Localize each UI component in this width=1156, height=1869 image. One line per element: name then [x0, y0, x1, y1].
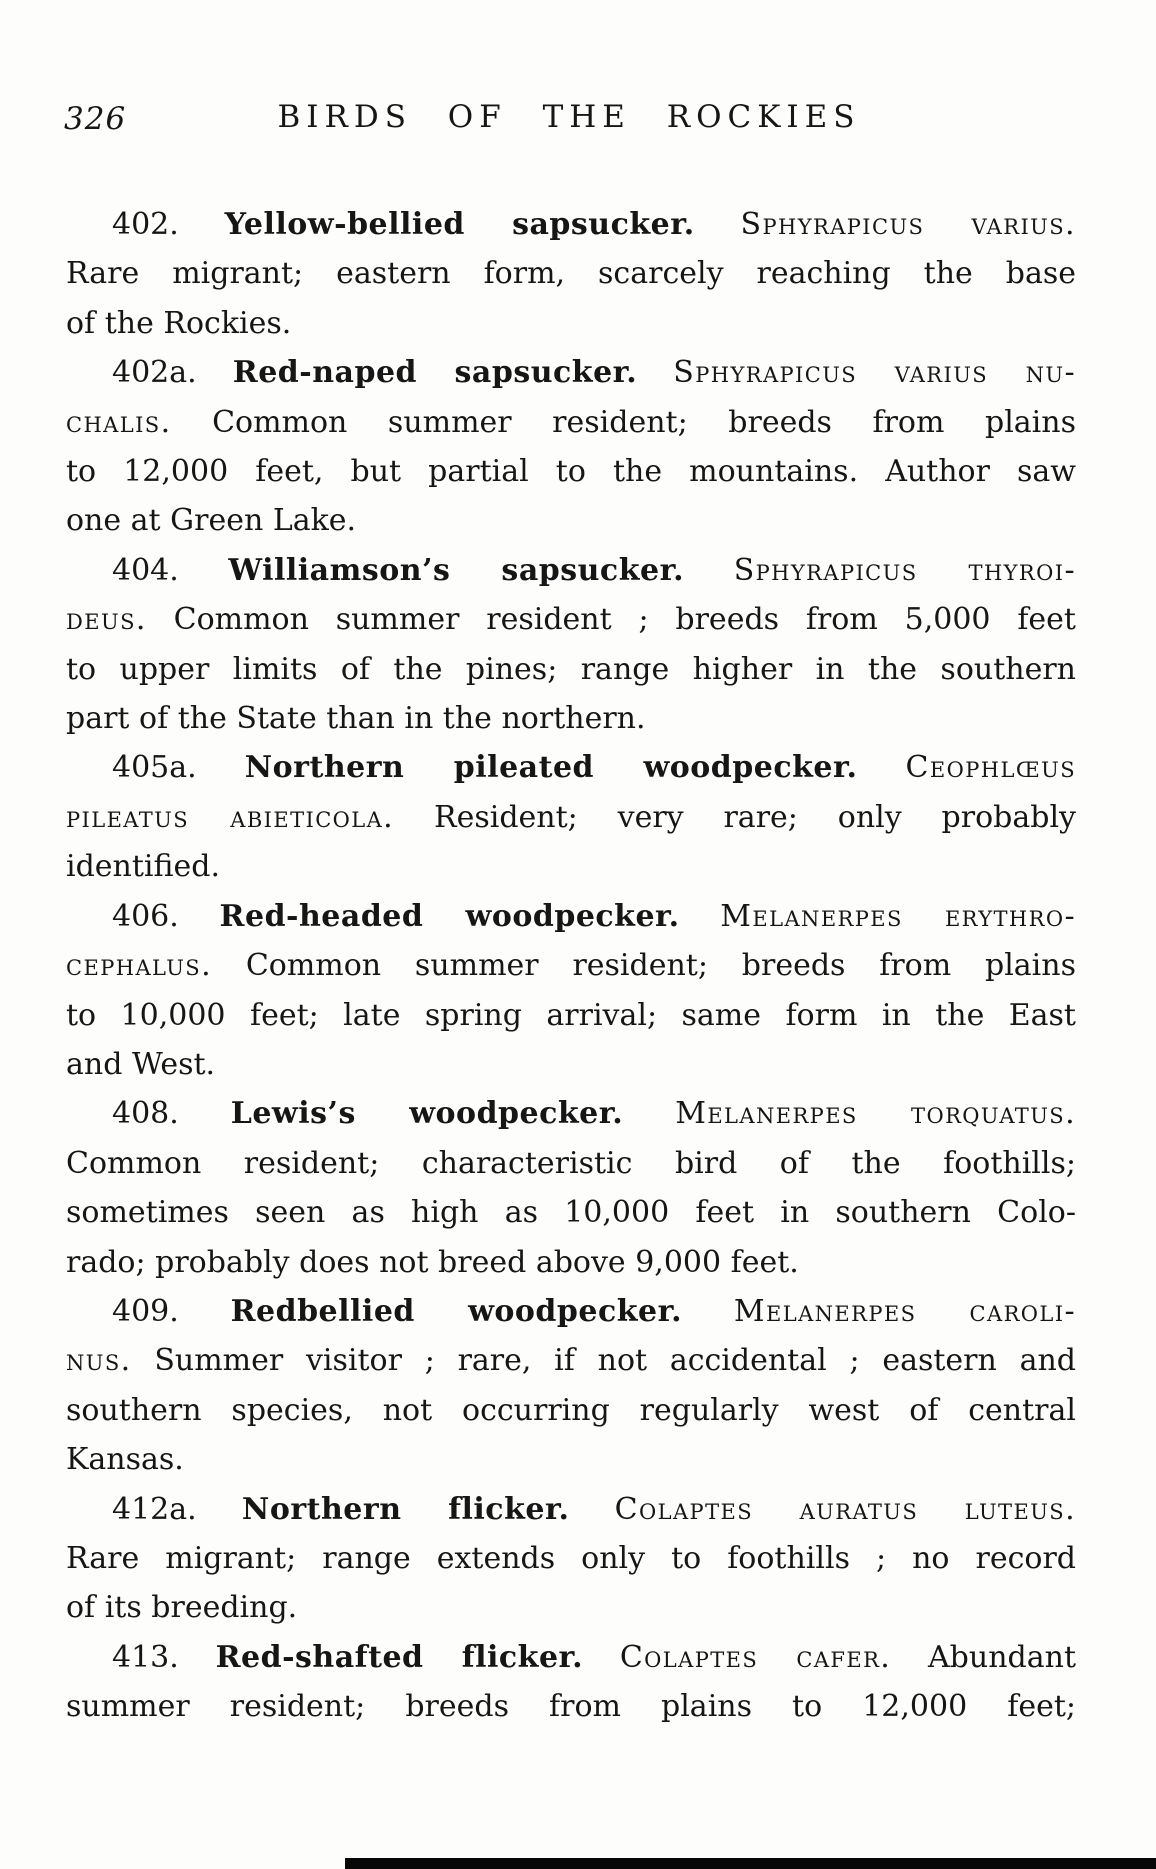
species-common-name: Yellow-bellied sapsucker. — [224, 207, 695, 242]
species-entry-404 — [66, 546, 1076, 744]
text-line — [66, 941, 1076, 990]
species-entry-413 — [66, 1633, 1076, 1732]
species-common-name: Red-naped sapsucker. — [232, 355, 638, 391]
species-common-name: Lewis’s woodpecker. — [230, 1096, 624, 1132]
body-text: sometimes seen as high as 10,000 feet in southern Colo- — [66, 1195, 1076, 1231]
text-line — [66, 447, 1076, 496]
text-line — [66, 1336, 1076, 1385]
text-line — [66, 1435, 1076, 1484]
species-scientific-name: Colaptes cafer. — [619, 1639, 892, 1675]
body-text: to 10,000 feet; late spring arrival; same form in the East — [66, 997, 1076, 1033]
page-number: 326 — [64, 101, 127, 137]
species-scientific-name: Melanerpes erythro- — [720, 898, 1076, 934]
species-entry-402 — [66, 200, 1076, 348]
body-text: rado; probably does not breed above 9,000 feet. — [66, 1244, 799, 1280]
body-text: of its breeding. — [66, 1590, 298, 1626]
body-text — [857, 750, 905, 785]
species-common-name: Red-shafted flicker. — [215, 1639, 584, 1675]
species-entry-406 — [66, 892, 1076, 1090]
text-line — [66, 1188, 1076, 1237]
text-line — [66, 1485, 1076, 1534]
body-text: 402a. — [112, 355, 233, 391]
body-text: Kansas. — [66, 1442, 184, 1478]
body-text: Summer visitor ; rare, if not accidental ; eastern and — [131, 1343, 1076, 1379]
species-common-name: Williamson’s sapsucker. — [228, 552, 685, 588]
body-text: Common summer resident; breeds from plains — [171, 404, 1076, 440]
body-text: summer resident; breeds from plains to 12,000 feet; — [66, 1689, 1076, 1725]
text-line — [66, 1583, 1076, 1632]
body-text: Abundant — [891, 1639, 1076, 1675]
body-text: to 12,000 feet, but partial to the mountains. Author saw — [66, 454, 1076, 490]
text-line — [66, 1534, 1076, 1583]
text-line — [66, 743, 1076, 792]
body-text — [680, 899, 721, 934]
body-text — [695, 207, 741, 242]
text-line — [66, 892, 1076, 941]
body-text: 412a. — [112, 1491, 242, 1527]
species-scientific-name: Sphyrapicus thyroi- — [733, 552, 1076, 588]
species-common-name: Northern flicker. — [241, 1491, 570, 1527]
species-scientific-name: cephalus. — [66, 948, 213, 984]
body-text: 406. — [112, 898, 220, 934]
species-entry-405a — [66, 743, 1076, 891]
body-text — [637, 355, 673, 390]
body-text: 409. — [112, 1293, 231, 1329]
species-scientific-name: deus. — [66, 602, 147, 638]
text-line — [66, 842, 1076, 891]
body-text: and West. — [66, 1046, 216, 1082]
body-text — [684, 553, 734, 588]
species-scientific-name: pileatus abieticola. — [66, 799, 395, 835]
body-text: to upper limits of the pines; range higher in the southern — [66, 651, 1076, 687]
text-line — [66, 1682, 1076, 1731]
body-text — [569, 1492, 614, 1527]
species-scientific-name: Sphyrapicus varius. — [740, 207, 1076, 242]
species-scientific-name: Melanerpes caroli- — [733, 1293, 1077, 1329]
species-common-name: Red-headed woodpecker. — [219, 898, 680, 934]
body-text — [682, 1294, 734, 1329]
species-entry-402a — [66, 348, 1076, 546]
page-header — [64, 99, 1074, 143]
text-line — [66, 645, 1076, 694]
text-line — [66, 991, 1076, 1040]
species-entry-408 — [66, 1089, 1076, 1287]
body-text: 408. — [112, 1096, 231, 1132]
text-line — [66, 348, 1076, 397]
text-line — [66, 595, 1076, 644]
body-text: Common summer resident ; breeds from 5,000 feet — [146, 602, 1076, 638]
body-text: of the Rockies. — [66, 305, 292, 341]
text-line — [66, 200, 1076, 249]
species-scientific-name: Ceophlœus — [905, 750, 1076, 786]
body-text: 405a. — [112, 750, 245, 786]
body-text — [583, 1640, 620, 1675]
text-line — [66, 1139, 1076, 1188]
text-line — [66, 1089, 1076, 1138]
body-text: Resident; very rare; only probably — [394, 799, 1076, 835]
running-title: BIRDS OF THE ROCKIES — [277, 99, 861, 135]
text-line — [66, 1238, 1076, 1287]
text-line — [66, 249, 1076, 298]
body-text: 413. — [112, 1639, 216, 1675]
text-line — [66, 1386, 1076, 1435]
body-text: southern species, not occurring regularly west of central — [66, 1392, 1076, 1428]
body-text: 404. — [112, 552, 229, 588]
species-entry-409 — [66, 1287, 1076, 1485]
species-scientific-name: Sphyrapicus varius nu- — [673, 355, 1076, 391]
body-text: Rare migrant; eastern form, scarcely reaching the base — [66, 256, 1076, 292]
species-common-name: Northern pileated woodpecker. — [244, 750, 858, 786]
body-text: one at Green Lake. — [66, 503, 357, 539]
body-text: Common summer resident; breeds from plains — [212, 948, 1076, 984]
text-line — [66, 1633, 1076, 1682]
text-line — [66, 398, 1076, 447]
text-block — [66, 200, 1076, 1732]
body-text — [623, 1096, 675, 1131]
scan-artifact-bar — [345, 1858, 1156, 1869]
text-line — [66, 694, 1076, 743]
species-scientific-name: Colaptes auratus luteus. — [614, 1491, 1077, 1527]
body-text: Rare migrant; range extends only to foothills ; no record — [66, 1540, 1076, 1576]
text-line — [66, 496, 1076, 545]
species-scientific-name: nus. — [66, 1343, 132, 1379]
species-common-name: Redbellied woodpecker. — [230, 1293, 683, 1329]
species-scientific-name: chalis. — [66, 404, 172, 440]
text-line — [66, 793, 1076, 842]
body-text: Common resident; characteristic bird of the foothills; — [66, 1145, 1076, 1181]
body-text: part of the State than in the northern. — [66, 701, 646, 737]
text-line — [66, 546, 1076, 595]
body-text: 402. — [112, 207, 225, 242]
species-scientific-name: Melanerpes torquatus. — [675, 1096, 1077, 1132]
text-line — [66, 299, 1076, 348]
body-text: identified. — [66, 849, 221, 885]
text-line — [66, 1040, 1076, 1089]
text-line — [66, 1287, 1076, 1336]
species-entry-412a — [66, 1485, 1076, 1633]
